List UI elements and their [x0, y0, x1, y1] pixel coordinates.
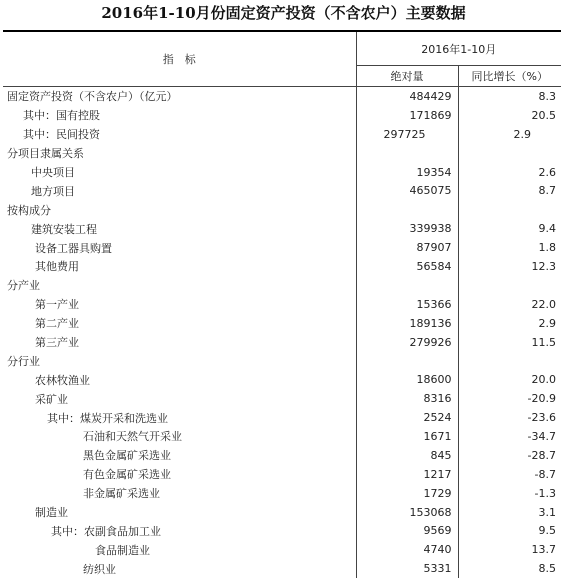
row-absolute-value: 8316 [356, 389, 458, 408]
row-absolute-value: 465075 [356, 181, 458, 200]
row-absolute-value: 189136 [356, 314, 458, 333]
row-indicator: 制造业 [3, 503, 356, 522]
table-row [3, 540, 561, 559]
row-indicator: 固定资产投资（不含农户）（亿元） [3, 87, 356, 106]
table-row [3, 446, 561, 465]
row-absolute-value: 845 [356, 446, 458, 465]
row-indicator: 其中：民间投资 [3, 125, 356, 144]
table-row [3, 484, 561, 503]
row-growth-value: 12.3 [531, 259, 556, 273]
row-indicator: 石油和天然气开采业 [3, 427, 356, 446]
row-growth-value: 3.1 [538, 505, 556, 519]
row-absolute-value: 4740 [356, 540, 458, 559]
row-indicator: 中央项目 [3, 163, 356, 182]
row-absolute-value: 15366 [356, 295, 458, 314]
table-row [3, 276, 561, 295]
row-growth-value: 1.8 [538, 241, 556, 255]
row-growth-value: -34.7 [527, 429, 556, 443]
table-row [3, 503, 561, 522]
table-row [3, 465, 561, 484]
row-absolute-value: 339938 [356, 219, 458, 238]
row-growth-value: -28.7 [527, 448, 556, 462]
row-absolute-value: 153068 [356, 503, 458, 522]
row-absolute-value: 2524 [356, 408, 458, 427]
row-absolute-value: 279926 [356, 333, 458, 352]
row-growth-value: 2.9 [513, 127, 531, 141]
row-indicator: 分项目隶属关系 [3, 144, 356, 163]
row-growth-value: 9.4 [538, 222, 556, 236]
growth-header: 同比增长（%） [458, 66, 561, 87]
table-row [3, 314, 561, 333]
table-row [3, 295, 561, 314]
row-absolute-value [356, 276, 458, 295]
row-absolute-value: 171869 [356, 106, 458, 125]
table-row [3, 106, 561, 125]
row-growth-value: 9.5 [538, 524, 556, 538]
row-growth-value: 2.6 [538, 165, 556, 179]
row-growth-value [458, 200, 561, 219]
table-row [3, 333, 561, 352]
row-growth-value: 20.5 [531, 108, 556, 122]
row-absolute-value: 1729 [356, 484, 458, 503]
row-absolute-value: 19354 [356, 163, 458, 182]
row-indicator: 农林牧渔业 [3, 370, 356, 389]
table-row [3, 427, 561, 446]
row-absolute-value: 87907 [356, 238, 458, 257]
table-row [3, 200, 561, 219]
row-absolute-value [356, 200, 458, 219]
row-absolute-value: 1671 [356, 427, 458, 446]
table-row [3, 163, 561, 182]
row-indicator: 第二产业 [3, 314, 356, 333]
row-indicator: 第三产业 [3, 333, 356, 352]
row-growth-value: 8.5 [538, 562, 556, 576]
table-row [3, 351, 561, 370]
period-header: 2016年1-10月 [356, 31, 561, 66]
row-growth-value: 11.5 [531, 335, 556, 349]
row-growth-value [458, 351, 561, 370]
row-indicator: 设备工器具购置 [3, 238, 356, 257]
row-absolute-value: 1217 [356, 465, 458, 484]
table-row [3, 125, 561, 144]
row-indicator: 采矿业 [3, 389, 356, 408]
table-row [3, 181, 561, 200]
row-growth-value: 22.0 [531, 297, 556, 311]
table-row [3, 389, 561, 408]
table-row [3, 521, 561, 540]
table-row [3, 144, 561, 163]
row-growth-value [458, 144, 561, 163]
row-growth-value: 8.3 [538, 89, 556, 103]
row-indicator: 有色金属矿采选业 [3, 465, 356, 484]
row-growth-value: -23.6 [527, 411, 556, 425]
table-row [3, 408, 561, 427]
row-indicator: 其中：煤炭开采和洗选业 [3, 408, 356, 427]
row-absolute-value: 5331 [356, 559, 458, 578]
row-absolute-value: 297725 [356, 125, 458, 144]
row-indicator: 建筑安装工程 [3, 219, 356, 238]
row-absolute-value: 56584 [356, 257, 458, 276]
row-indicator: 分行业 [3, 351, 356, 370]
row-indicator: 纺织业 [3, 559, 356, 578]
indicator-header: 指 标 [3, 31, 356, 87]
table-row [3, 257, 561, 276]
row-absolute-value: 484429 [356, 87, 458, 106]
row-indicator: 食品制造业 [3, 540, 356, 559]
table-row [3, 238, 561, 257]
row-indicator: 按构成分 [3, 200, 356, 219]
table-row [3, 87, 561, 106]
table-row [3, 370, 561, 389]
table-body [3, 87, 561, 579]
absolute-header: 绝对量 [356, 66, 458, 87]
row-absolute-value [356, 351, 458, 370]
row-indicator: 其中：农副食品加工业 [3, 521, 356, 540]
row-growth-value: 8.7 [538, 184, 556, 198]
row-growth-value: 20.0 [531, 373, 556, 387]
row-growth-value: -8.7 [534, 467, 556, 481]
row-indicator: 其中：国有控股 [3, 106, 356, 125]
row-growth-value: -1.3 [534, 486, 556, 500]
data-table [3, 30, 561, 578]
row-indicator: 黑色金属矿采选业 [3, 446, 356, 465]
row-indicator: 地方项目 [3, 181, 356, 200]
row-indicator: 分产业 [3, 276, 356, 295]
table-row [3, 559, 561, 578]
row-growth-value: -20.9 [527, 392, 556, 406]
row-growth-value: 2.9 [538, 316, 556, 330]
row-indicator: 其他费用 [3, 257, 356, 276]
row-absolute-value [356, 144, 458, 163]
table-row [3, 219, 561, 238]
row-growth-value [458, 276, 561, 295]
row-indicator: 第一产业 [3, 295, 356, 314]
row-growth-value: 13.7 [531, 543, 556, 557]
row-absolute-value: 9569 [356, 521, 458, 540]
row-absolute-value: 18600 [356, 370, 458, 389]
row-indicator: 非金属矿采选业 [3, 484, 356, 503]
page-title: 2016年1-10月份固定资产投资（不含农户）主要数据 [101, 4, 466, 22]
